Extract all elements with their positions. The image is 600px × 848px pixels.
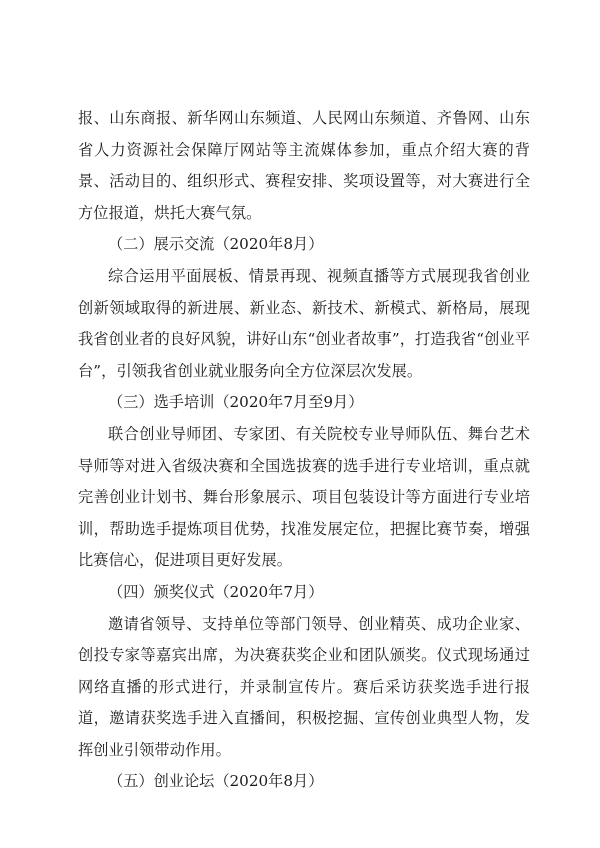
section-heading-exhibition: （二）展示交流（2020年8月） bbox=[108, 235, 324, 254]
training-paragraph: 联合创业导师团、专家团、有关院校专业导师队伍、舞台艺术导师等对进入省级决赛和全国选拔赛的选手进行专业培训，重点就完善创业计划书、舞台形象展示、项目包装设计等方面进行专业培训，帮助选手提炼项目优势，找准发展定位，把握比赛节奏，增强比赛信心，促进项目更好发展。 bbox=[78, 424, 530, 570]
section-heading-training: （三）选手培训（2020年7月至9月） bbox=[108, 393, 364, 412]
section-heading-award-ceremony: （四）颁奖仪式（2020年7月） bbox=[108, 582, 324, 601]
document-page bbox=[78, 103, 530, 798]
award-ceremony-paragraph: 邀请省领导、支持单位等部门领导、创业精英、成功企业家、创投专家等嘉宾出席，为决赛获奖企业和团队颁奖。仪式现场通过网络直播的形式进行，并录制宣传片。赛后采访获奖选手进行报道，邀请获奖选手进入直播间，积极挖掘、宣传创业典型人物，发挥创业引领带动作用。 bbox=[78, 614, 530, 759]
section-heading-forum: （五）创业论坛（2020年8月） bbox=[108, 772, 324, 791]
media-coverage-paragraph: 报、山东商报、新华网山东频道、人民网山东频道、齐鲁网、山东省人力资源社会保障厅网站等主流媒体参加，重点介绍大赛的背景、活动目的、组织形式、赛程安排、奖项设置等，对大赛进行全方位报道，烘托大赛气氛。 bbox=[78, 109, 530, 222]
exhibition-paragraph: 综合运用平面展板、情景再现、视频直播等方式展现我省创业创新领域取得的新进展、新业态、新技术、新模式、新格局，展现我省创业者的良好风貌，讲好山东“创业者故事”，打造我省“创业平台”，引领我省创业就业服务向全方位深层次发展。 bbox=[78, 266, 530, 380]
